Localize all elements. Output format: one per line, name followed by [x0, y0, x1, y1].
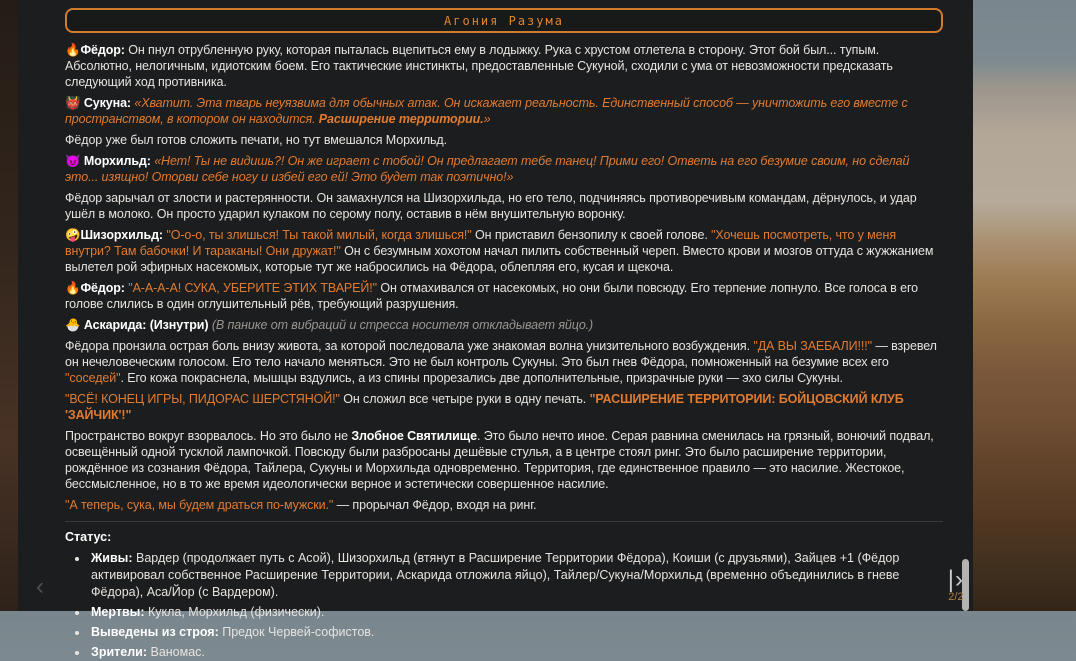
text-segment: "соседей" [65, 371, 121, 385]
chevron-left-icon: ‹ [36, 573, 44, 600]
text-segment: 😈 [65, 154, 81, 168]
text-segment: 🔥 [65, 281, 81, 295]
divider [65, 521, 943, 522]
text-segment: Зрители: [91, 645, 148, 659]
status-heading: Статус: [65, 530, 112, 544]
page-indicator: 2/2 [948, 591, 964, 603]
prev-page-button[interactable] [36, 573, 44, 600]
text-segment: — взревел он нечеловеческим голосом. Его тело начало меняться. Это не был контроль Сукуны. Это был гнев Фёдора, помноженный на безумие всех его [65, 339, 937, 369]
text-segment: 🤪 [65, 228, 81, 242]
text-segment: "ДА ВЫ ЗАЕБАЛИ!!!" [753, 339, 872, 353]
page-title: Агония Разума [444, 13, 564, 28]
status-item [89, 624, 943, 641]
text-segment: Он приставил бензопилу к своей голове. [471, 228, 712, 242]
text-segment: Морхильд: [80, 154, 155, 168]
text-segment: Он отмахивался от насекомых, но они были повсюду. Его терпение лопнуло. Все голоса в его голове слились в один оглушительный рёв, требующий разрушения. [65, 281, 918, 311]
text-segment: "РАСШИРЕНИЕ ТЕРРИТОРИИ: БОЙЦОВСКИЙ КЛУБ 'ЗАЙЧИК'!" [65, 392, 904, 422]
text-segment: Злобное Святилище [351, 429, 477, 443]
text-segment: Живы: [91, 551, 133, 565]
paragraph [65, 227, 943, 275]
text-segment: "Хочешь посмотреть, что у меня внутри? Там бабочки! И тараканы! Они дружат!" [65, 228, 896, 258]
paragraph [65, 153, 943, 185]
text-segment: Фёдора пронзила острая боль внизу живота, за которой последовала уже знакомая волна унизительного возбуждения. [65, 339, 754, 353]
paragraph [65, 497, 943, 513]
paragraph [65, 190, 943, 222]
background-photo-left-strip [0, 0, 18, 611]
text-segment: «Нет! Ты не видишь?! Он же играет с тобой! Он предлагает тебе танец! Прими его! Ответь на его безумие своим, но сделай это... изящно! Оторви себе ногу и избей его ей! Это будет так поэтично!» [65, 154, 910, 184]
paragraph [65, 42, 943, 90]
paragraph [65, 280, 943, 312]
paragraph [65, 428, 943, 492]
text-segment: Он с безумным хохотом начал пилить собственный череп. Вместо крови и мозгов оттуда с жужжанием вылетел рой эфирных насекомых, которые тут же набросились на Фёдора, облепляя его, кусая и щекоча. [65, 244, 934, 274]
text-segment: Фёдор уже был готов сложить печати, но тут вмешался Морхильд. [65, 133, 447, 147]
text-segment: Ваномас. [147, 645, 205, 659]
text-segment: "А теперь, сука, мы будем драться по-мужски." [65, 498, 334, 512]
text-segment: Он сложил все четыре руки в одну печать. [339, 392, 590, 406]
paragraph [65, 338, 943, 386]
text-segment: Выведены из строя: [91, 625, 219, 639]
story-paragraphs [65, 42, 943, 513]
text-segment: 🐣 [65, 318, 81, 332]
text-segment: Пространство вокруг взорвалось. Но это было не [65, 429, 352, 443]
text-segment: » [483, 112, 491, 126]
text-segment: Кукла, Морхильд (физически). [144, 605, 325, 619]
paragraph [65, 391, 943, 423]
status-list [89, 550, 943, 661]
text-segment: Вардер (продолжает путь с Асой), Шизорхильд (втянут в Расширение Территории Фёдора), Коиши (с друзьями), Зайцев +1 (Фёдор активировал собственное Расширение Территории, Аскарида отложила яйцо), Тайлер/Сукуна/Морхильд (временно объединились в гневе Фёдора), Аса/Йор (с Вардером). [91, 551, 900, 599]
chevron-right-icon: |› [947, 566, 964, 593]
text-segment: . Это было нечто иное. Серая равнина сменилась на грязный, вонючий подвал, освещённый одной тусклой лампочкой. Повсюду были разбросаны дешёвые стулья, а в центре стоял ринг. Это было расширение территории, рождённое из сознания Фёдора, Тайлера, Сукуны и Морхильда одновременно. Территория, где единственное правило — это насилие. Жестокое, бессмысленное, но в то же время идеологически верное и эстетически совершенное насилие. [65, 429, 934, 491]
text-segment: (В панике от вибраций и стресса носителя откладывает яйцо.) [211, 318, 594, 332]
next-page-button[interactable] [947, 566, 964, 603]
text-segment: Мертвы: [91, 605, 145, 619]
text-segment: — прорычал Фёдор, входя на ринг. [333, 498, 537, 512]
paragraph [65, 95, 943, 127]
text-segment: Шизорхильд: [80, 228, 167, 242]
text-segment: Фёдор: [80, 281, 129, 295]
text-segment: «Хватит. Эта тварь неуязвима для обычных атак. Он искажает реальность. Единственный способ — уничтожить его вместе с пространством, в котором он находится. [65, 96, 908, 126]
text-segment: Фёдор: [80, 43, 129, 57]
text-segment: Он пнул отрубленную руку, которая пыталась вцепиться ему в лодыжку. Рука с хрустом отлетела в сторону. Этот бой был... тупым. Абсолютно, нелогичным, идиотским боем. Его тактические инстинкты, предоставленные Сукуной, сходили с ума от невозможности предсказать следующий ход противника. [65, 43, 893, 89]
paragraph [65, 317, 943, 333]
text-segment: Фёдор зарычал от злости и растерянности. Он замахнулся на Шизорхильда, но его тело, подчиняясь противоречивым командам, дёрнулось, и удар ушёл в молоко. Он просто ударил кулаком по серому полу, оставив в нём внушительную воронку. [65, 191, 917, 221]
text-segment: Предок Червей-софистов. [218, 625, 375, 639]
text-segment: Расширение территории. [318, 112, 484, 126]
status-item [89, 644, 943, 661]
text-segment: "А-А-А-А! СУКА, УБЕРИТЕ ЭТИХ ТВАРЕЙ!" [128, 281, 378, 295]
text-segment: . Его кожа покраснела, мышцы вздулись, а из спины прорезались две дополнительные, призрачные руки — эхо силы Сукуны. [120, 371, 843, 385]
text-segment: "О-о-о, ты злишься! Ты такой милый, когда злишься!" [166, 228, 472, 242]
paragraph [65, 132, 943, 148]
text-segment: 👹 [65, 96, 81, 110]
text-segment: Аскарида: (Изнутри) [80, 318, 212, 332]
status-item [89, 550, 943, 601]
status-item [89, 604, 943, 621]
text-segment: Сукуна: [80, 96, 135, 110]
title-box [65, 8, 943, 33]
story-panel [18, 0, 973, 659]
text-segment: "ВСЁ! КОНЕЦ ИГРЫ, ПИДОРАС ШЕРСТЯНОЙ!" [65, 392, 340, 406]
text-segment: 🔥 [65, 43, 81, 57]
